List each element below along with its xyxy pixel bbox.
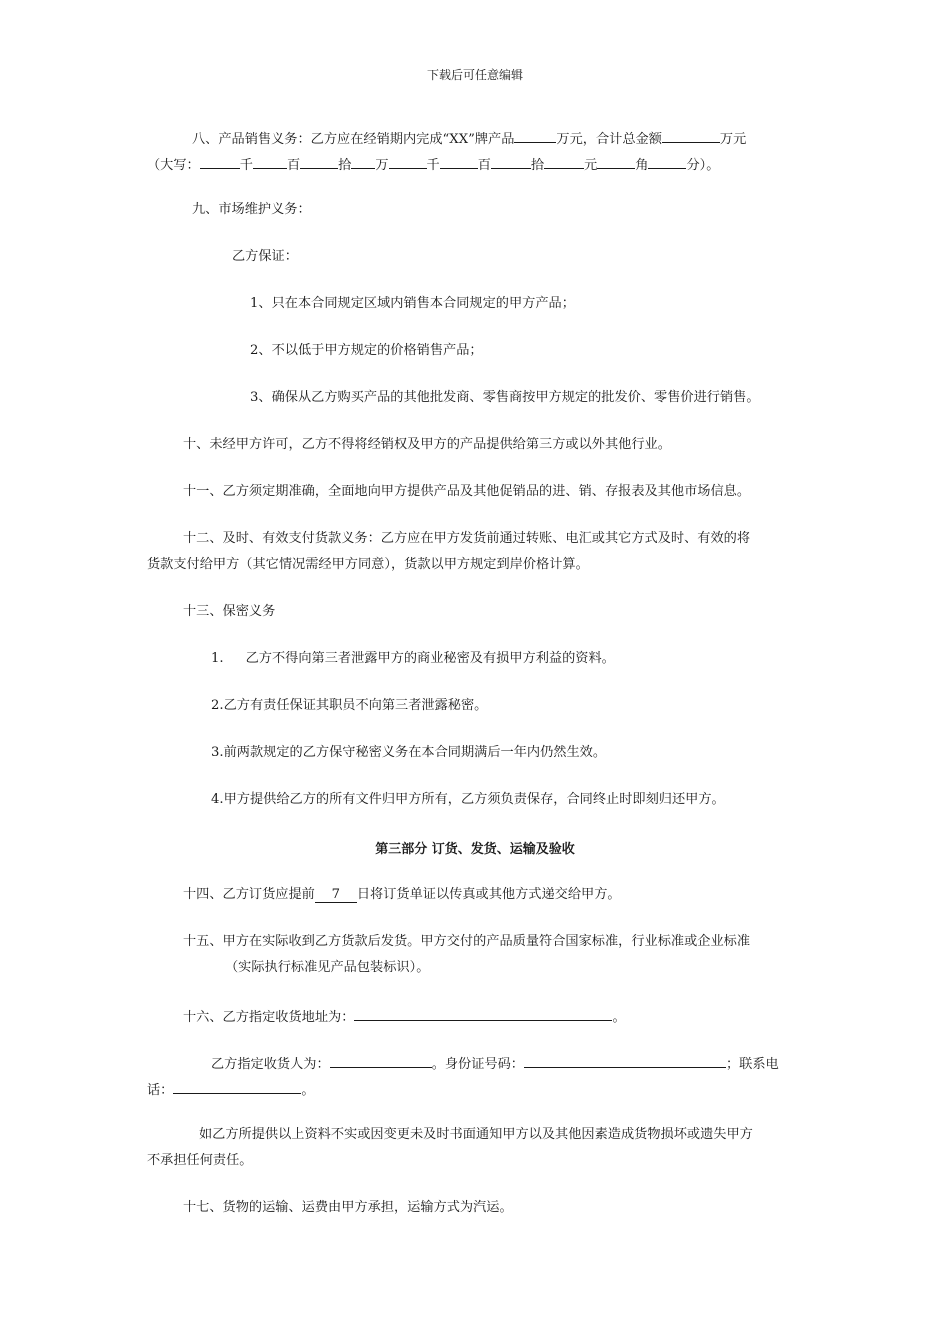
disclaimer-line-2: 不承担任何责任。 — [147, 1153, 253, 1168]
section-12-line-1: 十二、及时、有效支付货款义务：乙方应在甲方发货前通过转账、电汇或其它方式及时、有效的将 — [183, 531, 751, 546]
item-number: 1. — [211, 651, 224, 666]
blank — [200, 154, 240, 169]
disclaimer-line-1: 如乙方所提供以上资料不实或因变更未及时书面通知甲方以及其他因素造成货物损坏或遗失甲方 — [199, 1127, 753, 1142]
unit-jiao: 角 — [635, 158, 649, 173]
unit-shi: 拾 — [338, 158, 352, 173]
section-16-text: 十六、乙方指定收货地址为： — [183, 1010, 355, 1025]
unit-bai: 百 — [286, 158, 301, 173]
section-17: 十七、货物的运输、运费由甲方承担，运输方式为汽运。 — [183, 1200, 513, 1215]
part-3-heading: 第三部分 订货、发货、运输及验收 — [375, 842, 575, 857]
section-14 — [183, 886, 621, 904]
receiver-label: 乙方指定收货人为： — [211, 1057, 330, 1072]
id-blank — [524, 1053, 726, 1068]
amount-prefix: （大写： — [147, 158, 200, 173]
address-blank — [354, 1006, 612, 1021]
receiver-line-1 — [211, 1053, 779, 1074]
blank — [662, 128, 720, 143]
guarantee-item-1: 1、只在本合同规定区域内销售本合同规定的甲方产品； — [250, 296, 575, 311]
receiver-line-2 — [147, 1079, 315, 1100]
section-8-text-b: 万元，合计总金额 — [556, 132, 662, 147]
section-8-line-1 — [192, 128, 746, 149]
section-13: 十三、保密义务 — [183, 604, 276, 619]
blank — [648, 154, 686, 169]
blank — [544, 154, 584, 169]
section-15-line-2: （实际执行标准见产品包装标识）。 — [225, 960, 430, 975]
section-8-line-2 — [147, 154, 719, 175]
section-16 — [183, 1006, 626, 1027]
blank — [351, 154, 375, 169]
unit-wan: 万 — [375, 158, 389, 173]
phone-blank — [173, 1079, 301, 1094]
unit-fen: 分）。 — [686, 158, 720, 173]
blank — [491, 154, 531, 169]
section-8-text-c: 万元 — [719, 132, 747, 147]
section-9: 九、市场维护义务： — [192, 202, 311, 217]
unit-bai: 百 — [477, 158, 491, 173]
id-label: 。身份证号码： — [431, 1057, 524, 1072]
blank — [300, 154, 338, 169]
blank — [253, 154, 287, 169]
item-text: 乙方不得向第三者泄露甲方的商业秘密及有损甲方利益的资料。 — [245, 651, 615, 666]
blank — [514, 128, 556, 143]
blank — [389, 154, 427, 169]
section-11: 十一、乙方须定期准确，全面地向甲方提供产品及其他促销品的进、销、存报表及其他市场信息。 — [183, 484, 751, 499]
punct: 。 — [301, 1083, 315, 1098]
section-12-line-2: 货款支付给甲方（其它情况需经甲方同意），货款以甲方规定到岸价格计算。 — [147, 557, 589, 572]
guarantee-item-3: 3、确保从乙方购买产品的其他批发商、零售商按甲方规定的批发价、零售价进行销售。 — [250, 390, 760, 405]
unit-qian: 千 — [239, 158, 253, 173]
confidentiality-item-1 — [211, 650, 615, 668]
confidentiality-item-4: 4.甲方提供给乙方的所有文件归甲方所有，乙方须负责保存，合同终止时即刻归还甲方。 — [211, 792, 725, 807]
blank — [440, 154, 478, 169]
confidentiality-item-3: 3.前两款规定的乙方保守秘密义务在本合同期满后一年内仍然生效。 — [211, 745, 607, 760]
section-14-text-a: 十四、乙方订货应提前 — [183, 887, 315, 902]
receiver-blank — [330, 1053, 432, 1068]
guarantee-item-2: 2、不以低于甲方规定的价格销售产品； — [250, 343, 483, 358]
section-15-line-1: 十五、甲方在实际收到乙方货款后发货。甲方交付的产品质量符合国家标准，行业标准或企业标准 — [183, 934, 751, 949]
section-14-text-b: 日将订货单证以传真或其他方式递交给甲方。 — [356, 887, 621, 902]
blank — [597, 154, 635, 169]
section-8-text-a: 八、产品销售义务：乙方应在经销期内完成“XX”牌产品 — [192, 132, 515, 147]
phone-label-end: 话： — [147, 1083, 174, 1098]
phone-label: ；联系电 — [726, 1057, 779, 1072]
punct: 。 — [612, 1010, 626, 1025]
unit-shi: 拾 — [530, 158, 545, 173]
unit-yuan: 元 — [584, 158, 598, 173]
guarantee-label: 乙方保证： — [232, 249, 298, 264]
page-header: 下载后可任意编辑 — [426, 68, 523, 82]
order-days-value: 7 — [315, 888, 357, 903]
confidentiality-item-2: 2.乙方有责任保证其职员不向第三者泄露秘密。 — [211, 698, 488, 713]
section-10: 十、未经甲方许可，乙方不得将经销权及甲方的产品提供给第三方或以外其他行业。 — [183, 437, 671, 452]
unit-qian: 千 — [426, 158, 440, 173]
